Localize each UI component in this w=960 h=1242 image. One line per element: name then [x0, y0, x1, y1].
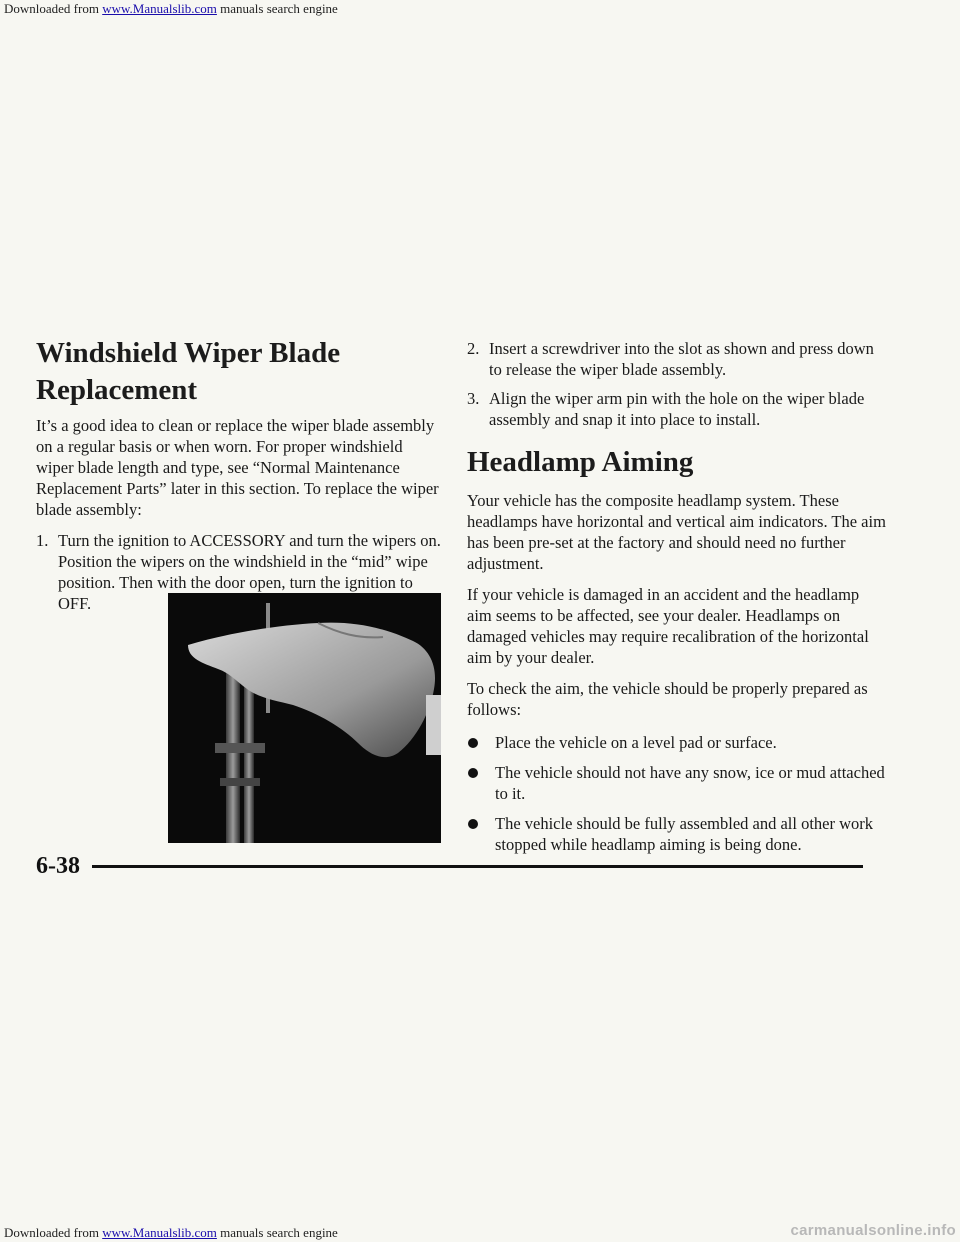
left-column — [36, 335, 441, 622]
bullet-item — [467, 813, 887, 855]
bullet-dot-icon — [467, 762, 495, 804]
bullet-item — [467, 762, 887, 804]
banner-prefix: Downloaded from — [4, 1225, 103, 1240]
headlamp-paragraph-3: To check the aim, the vehicle should be properly prepared as follows: — [467, 679, 868, 719]
bullet-dot-icon — [467, 732, 495, 753]
bullet-text: The vehicle should be fully assembled and all other work stopped while headlamp aiming is being done. — [495, 814, 874, 854]
step-2-text: Insert a screwdriver into the slot as shown and press down to release the wiper blade assembly. — [489, 339, 874, 379]
bullet-dot-icon — [467, 813, 495, 855]
footer-divider — [92, 865, 863, 868]
banner-suffix: manuals search engine — [216, 1, 338, 16]
right-column — [467, 338, 887, 864]
manualslib-link[interactable]: www.Manualslib.com — [102, 1, 217, 16]
wiper-intro-paragraph: It’s a good idea to clean or replace the wiper blade assembly on a regular basis or when worn. For proper windshield wiper blade length and type, see “Normal Maintenance Replacement Parts” later in this section. To replace the wiper blade assembly: — [36, 416, 439, 519]
page-number: 6-38 — [36, 853, 80, 879]
hand-screwdriver-illustration — [168, 593, 441, 843]
step-3-number: 3. — [467, 389, 480, 408]
site-watermark: carmanualsonline.info — [790, 1222, 956, 1239]
bullet-item — [467, 732, 887, 753]
manualslib-link[interactable]: www.Manualslib.com — [102, 1225, 217, 1240]
step-2-number: 2. — [467, 339, 480, 358]
headlamp-paragraph-1: Your vehicle has the composite headlamp system. These headlamps have horizontal and vertical aim indicators. The aim has been pre-set at the factory and should need no further adjustment. — [467, 491, 886, 573]
bullet-text: Place the vehicle on a level pad or surface. — [495, 733, 777, 752]
bullet-text: The vehicle should not have any snow, ice or mud attached to it. — [495, 763, 885, 803]
download-banner — [0, 0, 960, 18]
banner-suffix: manuals search engine — [216, 1225, 338, 1240]
banner-prefix: Downloaded from — [4, 1, 103, 16]
headlamp-paragraph-2: If your vehicle is damaged in an accident and the headlamp aim seems to be affected, see your dealer. Headlamps on damaged vehicles may require recalibration of the horizontal aim by your dealer. — [467, 585, 869, 667]
wiper-blade-removal-photo — [168, 593, 441, 843]
step-2 — [467, 338, 887, 380]
step-3 — [467, 388, 887, 430]
step-1-text: Turn the ignition to ACCESSORY and turn the wipers on. Position the wipers on the windshield in the “mid” wipe position. Then with the door open, turn the ignition to OFF. — [58, 531, 441, 613]
wiper-section-title: Windshield Wiper Blade Replacement — [36, 337, 341, 406]
headlamp-section-title: Headlamp Aiming — [467, 446, 694, 478]
step-1-number: 1. — [36, 531, 49, 550]
step-3-text: Align the wiper arm pin with the hole on the wiper blade assembly and snap it into place to install. — [489, 389, 865, 429]
